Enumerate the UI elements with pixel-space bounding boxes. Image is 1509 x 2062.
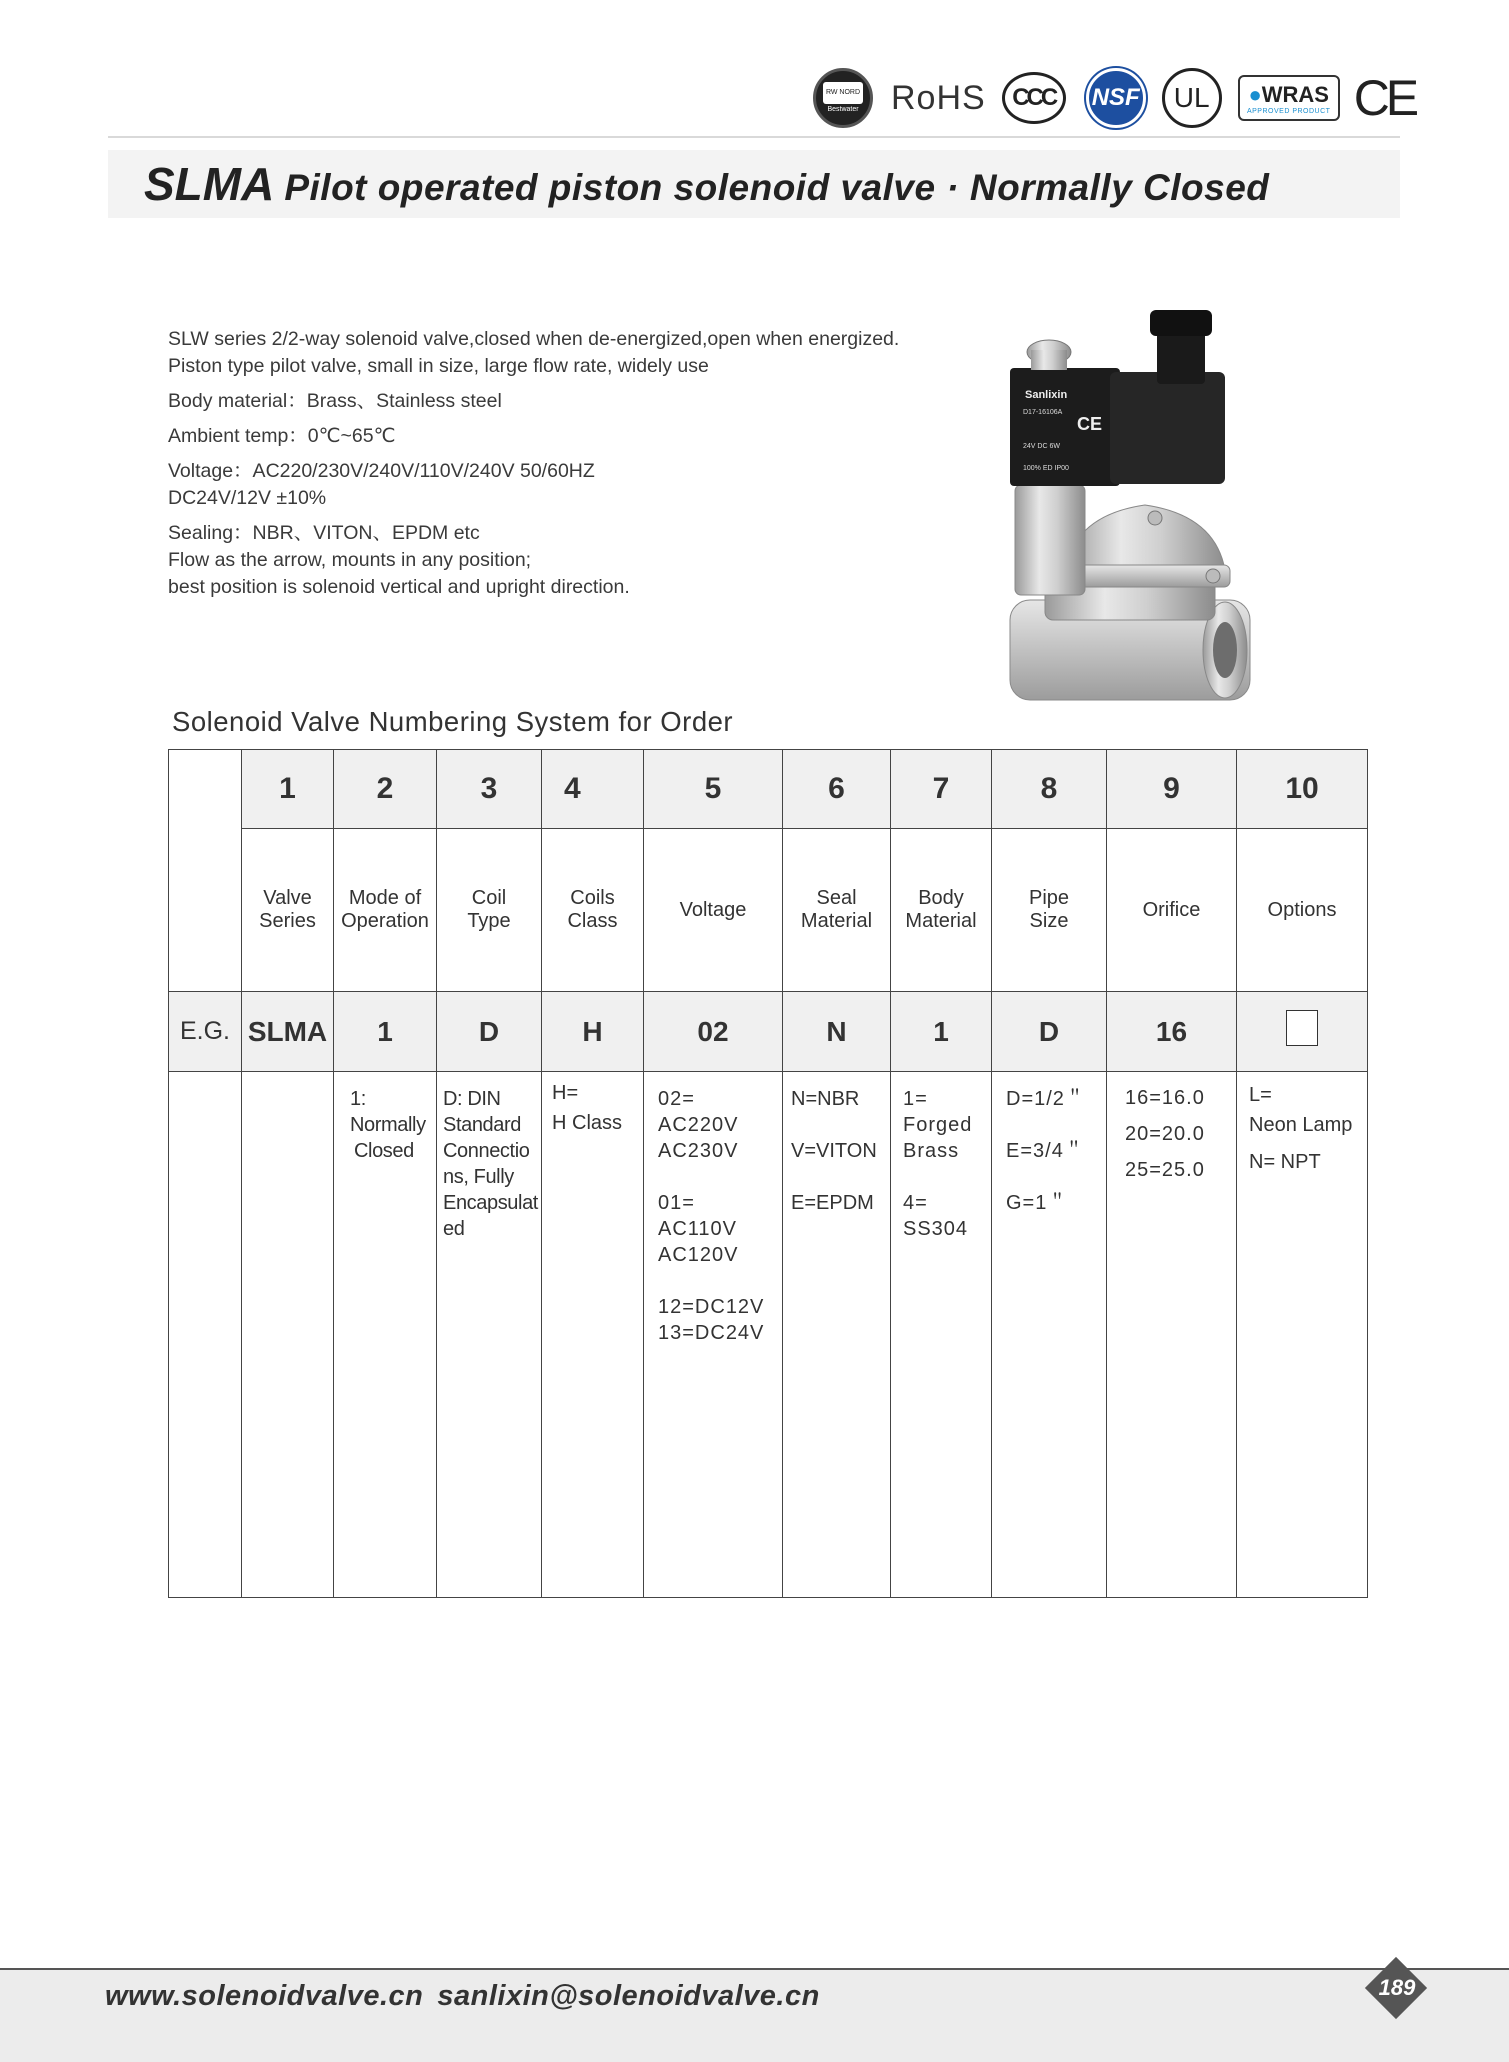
product-description <box>168 326 1008 601</box>
label-line: Coil <box>471 887 507 909</box>
position-number: 10 <box>1237 750 1368 829</box>
flow-direction: Flow as the arrow, mounts in any position; <box>168 549 532 571</box>
page-number: 189 <box>1378 1975 1416 2000</box>
spec-coil-type <box>437 1072 542 1598</box>
field-label-orifice <box>1107 829 1237 992</box>
spec-line: AC230V <box>658 1140 739 1162</box>
label-line: Coils <box>570 887 615 909</box>
body-material: Body material：Brass、Stainless steel <box>168 390 502 412</box>
page-title <box>144 157 1269 211</box>
spec-line: 02= <box>658 1088 695 1110</box>
field-label-pipe <box>992 829 1107 992</box>
spec-line: Standard <box>443 1114 521 1136</box>
nsf-logo: NSF <box>1086 68 1146 128</box>
spec-line: H= <box>552 1082 579 1104</box>
spec-gap <box>1006 1112 1100 1138</box>
spec-line: 01= <box>658 1192 695 1214</box>
spec-line: Encapsulat <box>443 1192 538 1214</box>
position-number: 9 <box>1107 750 1237 829</box>
label-line: Seal <box>816 887 857 909</box>
position-number: 2 <box>334 750 437 829</box>
example-options <box>1237 992 1368 1072</box>
wras-logo <box>1238 75 1340 121</box>
spec-orifice <box>1107 1072 1237 1598</box>
email-link[interactable]: sanlixin@solenoidvalve.cn <box>437 1980 820 2012</box>
ambient-temp: Ambient temp：0℃~65℃ <box>168 425 396 447</box>
position-number: 4 <box>542 750 644 829</box>
coil-spec-2: 100% ED IP00 <box>1023 465 1069 472</box>
wras-logo-subtext: APPROVED PRODUCT <box>1246 107 1331 115</box>
voltage-ac: Voltage：AC220/230V/240V/110V/240V 50/60HZ <box>168 460 595 482</box>
spec-line: SS304 <box>903 1218 969 1240</box>
field-label-seal <box>783 829 891 992</box>
field-label-voltage <box>644 829 783 992</box>
coil-spec-1: 24V DC 6W <box>1023 443 1060 450</box>
spec-line: H Class <box>552 1112 623 1134</box>
spec-line: E=3/4＂ <box>1006 1140 1085 1162</box>
field-label-row <box>169 829 1368 992</box>
position-number: 3 <box>437 750 542 829</box>
spec-line: L= <box>1249 1084 1272 1106</box>
spec-voltage <box>644 1072 783 1598</box>
spec-gap <box>791 1112 884 1138</box>
spec-line: 1= <box>903 1088 928 1110</box>
field-label-mode <box>334 829 437 992</box>
spec-line: 16=16.0 <box>1125 1087 1205 1109</box>
spec-line: AC120V <box>658 1244 739 1266</box>
spec-line: 1: <box>350 1088 366 1110</box>
spec-line: ed <box>443 1218 465 1240</box>
example-value: 1 <box>334 992 437 1072</box>
coil-brand: Sanlixin <box>1025 389 1068 401</box>
example-value: D <box>437 992 542 1072</box>
field-label-body <box>891 829 992 992</box>
field-label-valve-series <box>242 829 334 992</box>
spec-line: N= NPT <box>1249 1151 1321 1173</box>
spec-body <box>891 1072 992 1598</box>
spec-line: D: DIN <box>443 1088 501 1110</box>
spec-line: V=VITON <box>791 1140 877 1162</box>
certification-logos <box>813 66 1415 130</box>
spec-line: AC110V <box>658 1218 738 1240</box>
spec-coil-class <box>542 1072 644 1598</box>
field-label-coil-type <box>437 829 542 992</box>
example-value: 02 <box>644 992 783 1072</box>
spec-seal <box>783 1072 891 1598</box>
position-number: 5 <box>644 750 783 829</box>
label-line: Pipe <box>1028 887 1070 909</box>
example-value: N <box>783 992 891 1072</box>
spec-line: 20=20.0 <box>1125 1123 1205 1145</box>
label-line: Valve <box>263 887 312 909</box>
spec-mode <box>334 1072 437 1598</box>
spec-line: ns, Fully <box>443 1166 514 1188</box>
desc-line-1: SLW series 2/2-way solenoid valve,closed when de-energized,open when energized. <box>168 328 900 350</box>
ul-logo: UL <box>1162 68 1222 128</box>
spec-line: 13=DC24V <box>658 1322 765 1344</box>
spec-line: E=EPDM <box>791 1192 874 1214</box>
spec-empty-cell <box>169 1072 242 1598</box>
label-line: Options <box>1267 898 1337 921</box>
website-link[interactable]: www.solenoidvalve.cn <box>105 1980 424 2012</box>
label-line: Material <box>800 910 873 932</box>
sealing: Sealing：NBR、VITON、EPDM etc <box>168 522 480 544</box>
desc-line-2: Piston type pilot valve, small in size, large flow rate, widely use <box>168 355 709 377</box>
spec-line: Connectio <box>443 1140 530 1162</box>
spec-line: AC220V <box>658 1114 739 1136</box>
bestwater-logo-inner: RW NORD <box>823 82 863 104</box>
coil-model: D17-16106A <box>1023 409 1063 416</box>
field-label-options <box>1237 829 1368 992</box>
voltage-dc: DC24V/12V ±10% <box>168 487 327 509</box>
label-line: Class <box>567 910 618 932</box>
wras-logo-label: WRAS <box>1261 81 1329 107</box>
example-value: 16 <box>1107 992 1237 1072</box>
spec-line: 12=DC12V <box>658 1296 765 1318</box>
example-value: 1 <box>891 992 992 1072</box>
title-bar <box>108 150 1400 218</box>
ce-logo: CE <box>1353 70 1416 126</box>
header-divider <box>108 136 1400 138</box>
spec-line: Neon Lamp <box>1249 1114 1353 1136</box>
spec-empty-cell <box>242 1072 334 1598</box>
spec-pipe <box>992 1072 1107 1598</box>
spec-line: 25=25.0 <box>1125 1159 1205 1181</box>
spec-gap <box>903 1164 985 1190</box>
order-table-title: Solenoid Valve Numbering System for Order <box>172 706 734 737</box>
options-checkbox <box>1286 1010 1318 1046</box>
order-numbering-table <box>168 749 1368 1598</box>
ccc-logo: CCC <box>1002 72 1066 124</box>
bestwater-logo-text: Bestwater <box>827 106 859 114</box>
product-code: SLMA <box>144 158 275 210</box>
product-title: Pilot operated piston solenoid valve · Normally Closed <box>284 167 1270 208</box>
label-line: Operation <box>341 910 429 932</box>
spec-gap <box>791 1164 884 1190</box>
label-line: Mode of <box>348 887 422 909</box>
spec-line: D=1/2＂ <box>1006 1088 1086 1110</box>
spec-line: Normally <box>350 1114 426 1136</box>
example-row <box>169 992 1368 1072</box>
water-drop-icon: ● <box>1248 81 1262 107</box>
spec-gap <box>658 1164 776 1190</box>
corner-cell <box>169 750 242 992</box>
wras-logo-text <box>1248 82 1329 108</box>
spec-gap <box>658 1268 776 1294</box>
label-line: Series <box>259 910 316 932</box>
solenoid-valve-image <box>985 300 1265 720</box>
spec-options <box>1237 1072 1368 1598</box>
example-value: D <box>992 992 1107 1072</box>
spec-line: G=1＂ <box>1006 1192 1069 1214</box>
position-number: 6 <box>783 750 891 829</box>
spec-line: N=NBR <box>791 1088 860 1110</box>
position-number-row <box>169 750 1368 829</box>
position-number: 7 <box>891 750 992 829</box>
position-number: 1 <box>242 750 334 829</box>
label-line: Size <box>1029 910 1069 932</box>
field-label-coil-class <box>542 829 644 992</box>
specification-row <box>169 1072 1368 1598</box>
example-value: SLMA <box>242 992 334 1072</box>
label-line: Type <box>467 910 511 932</box>
spec-line: Forged <box>903 1114 973 1136</box>
label-line: Body <box>918 887 964 909</box>
spec-line: Closed <box>354 1140 414 1162</box>
example-value: H <box>542 992 644 1072</box>
bestwater-logo <box>813 68 873 128</box>
label-line: Material <box>905 910 977 932</box>
footer-contact <box>105 1980 820 2013</box>
label-line: Voltage <box>679 898 747 921</box>
example-label: E.G. <box>169 992 242 1072</box>
spec-line: Brass <box>903 1140 960 1162</box>
rohs-logo: RoHS <box>891 78 986 117</box>
spec-line: 4= <box>903 1192 928 1214</box>
spec-gap <box>1006 1164 1100 1190</box>
coil-ce-mark: CE <box>1077 414 1103 434</box>
best-position: best position is solenoid vertical and upright direction. <box>168 576 630 598</box>
label-line: Orifice <box>1142 898 1201 921</box>
position-number: 8 <box>992 750 1107 829</box>
